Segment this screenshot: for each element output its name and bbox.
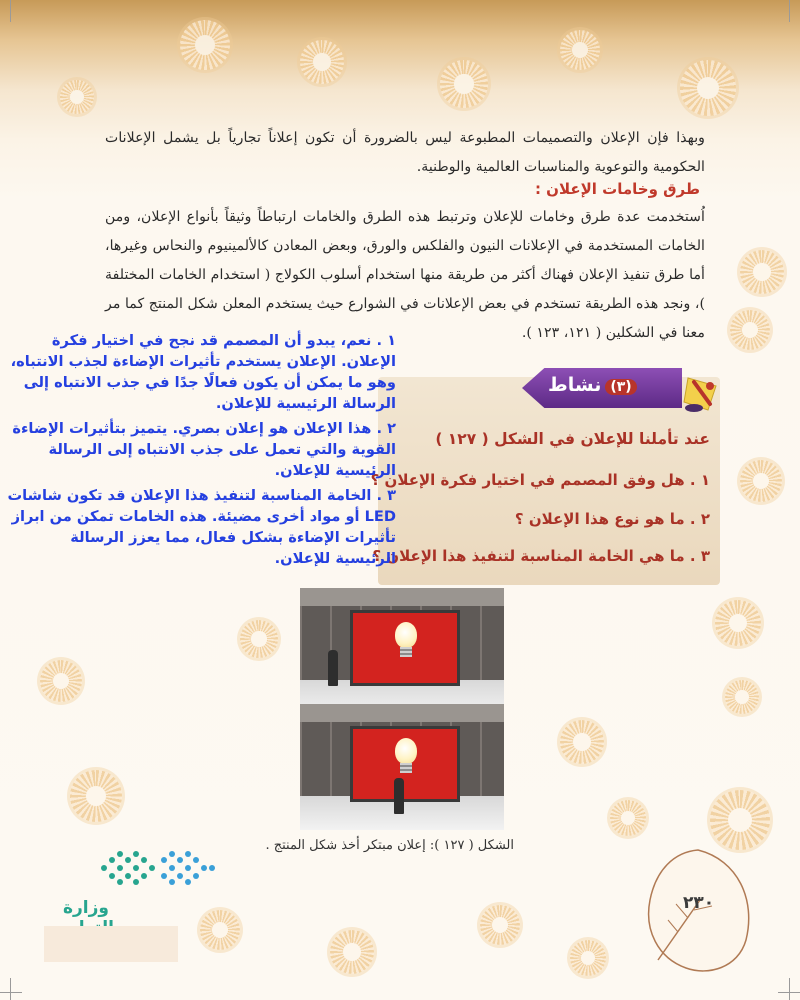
flower-ornament bbox=[180, 20, 230, 70]
flower-ornament bbox=[40, 660, 82, 702]
flower-ornament bbox=[570, 940, 606, 976]
flower-ornament bbox=[725, 680, 759, 714]
badge-text bbox=[548, 374, 637, 396]
body-paragraph: اُستخدمت عدة طرق وخامات للإعلان وترتبط هذه الطرق والخامات ارتباطاً وثيقاً بأنواع الإعلان، ومن الخامات المستخدمة في الإعلانات النيون والفلكس والورق، وبعض المعادن كالألمينيوم والنحاس وغيرها، أما طرق تنفيذ الإعلان فهناك أكثر من طريقة منها استخدام أسلوب الكولاج ( استخدام الخامات المختلفة )، ونجد هذه الطريقة تستخدم في بعض الإعلانات في الشوارع حيث يستخدم المعلن شكل المنتج كما مر معنا في الشكلين ( ١٢١، ١٢٣ ). bbox=[105, 209, 705, 341]
crop-mark bbox=[789, 978, 790, 1000]
flower-ornament bbox=[330, 930, 374, 974]
flower-ornament bbox=[240, 620, 278, 658]
crop-mark bbox=[10, 0, 11, 22]
crop-mark bbox=[778, 992, 800, 993]
section-heading: طرق وخامات الإعلان : bbox=[534, 180, 700, 198]
badge-label: نشاط bbox=[548, 374, 602, 396]
activity-question-1: ١ . هل وفق المصمم في اختيار فكرة الإعلان ؟ bbox=[370, 471, 710, 489]
lightbulb-base bbox=[400, 763, 412, 773]
logo-underbar bbox=[44, 926, 178, 962]
ministry-name: وزارة bbox=[62, 898, 109, 918]
lightbulb-icon bbox=[395, 738, 417, 764]
wall-ledge bbox=[300, 588, 504, 606]
wall-ledge bbox=[300, 704, 504, 722]
activity-badge bbox=[522, 368, 682, 408]
lightbulb-icon bbox=[395, 622, 417, 648]
crop-mark bbox=[10, 978, 11, 1000]
flower-ornament bbox=[730, 310, 770, 350]
walking-person bbox=[394, 778, 404, 814]
red-billboard bbox=[350, 610, 460, 686]
answers-block bbox=[6, 330, 396, 573]
flower-ornament bbox=[60, 80, 94, 114]
ministry-logo-icon bbox=[98, 848, 218, 888]
lightbulb-base bbox=[400, 647, 412, 657]
pen-inkwell-icon bbox=[680, 374, 720, 414]
flower-ornament bbox=[610, 800, 646, 836]
page-number: ٢٣٠ bbox=[683, 893, 715, 913]
flower-ornament bbox=[740, 460, 782, 502]
answer-3: ٣ . الخامة المناسبة لتنفيذ هذا الإعلان قد تكون شاشات LED أو مواد أخرى مضيئة. هذه الخامات تمكن من ابراز تأثيرات الإضاءة بشكل فعال، مما يعزز الرسالة الرئيسية للإعلان. bbox=[7, 487, 396, 567]
crop-mark bbox=[789, 0, 790, 22]
intro-paragraph: وبهذا فإن الإعلان والتصميمات المطبوعة ليس بالضرورة أن تكون إعلاناً تجارياً بل يشمل الإعلانات الحكومية والتوعوية والمناسبات العالمية والوطنية. bbox=[105, 130, 705, 175]
flower-ornament bbox=[440, 60, 488, 108]
billboard-photo-top bbox=[300, 588, 504, 714]
badge-number: (٣) bbox=[605, 379, 636, 395]
flower-ornament bbox=[740, 250, 784, 294]
flower-ornament bbox=[300, 40, 344, 84]
figure-caption: الشكل ( ١٢٧ ): إعلان مبتكر أخذ شكل المنتج . bbox=[265, 838, 514, 853]
activity-question-3: ٣ . ما هي الخامة المناسبة لتنفيذ هذا الإعلان ؟ bbox=[372, 547, 710, 565]
crop-mark bbox=[0, 992, 22, 993]
answer-1: ١ . نعم، يبدو أن المصمم قد نجح في اختيار فكرة الإعلان. الإعلان يستخدم تأثيرات الإضاءة لجذب الانتباه، وهو ما يمكن أن يكون فعالًا جدًا في جذب الانتباه إلى الرسالة الرئيسية للإعلان. bbox=[10, 332, 396, 412]
flower-ornament bbox=[200, 910, 240, 950]
activity-question-2: ٢ . ما هو نوع هذا الإعلان ؟ bbox=[514, 510, 710, 528]
billboard-photo-bottom bbox=[300, 704, 504, 830]
flower-ornament bbox=[70, 770, 122, 822]
walking-person bbox=[328, 650, 338, 686]
red-billboard bbox=[350, 726, 460, 802]
flower-ornament bbox=[480, 905, 520, 945]
flower-ornament bbox=[680, 60, 736, 116]
flower-ornament bbox=[715, 600, 761, 646]
activity-title: عند تأملنا للإعلان في الشكل ( ١٢٧ ) bbox=[435, 430, 710, 448]
answer-2: ٢ . هذا الإعلان هو إعلان بصري. يتميز بتأثيرات الإضاءة القوية والتي تعمل على جذب الانتباه إلى الرسالة الرئيسية للإعلان. bbox=[12, 420, 396, 479]
flower-ornament bbox=[560, 30, 600, 70]
flower-ornament bbox=[560, 720, 604, 764]
